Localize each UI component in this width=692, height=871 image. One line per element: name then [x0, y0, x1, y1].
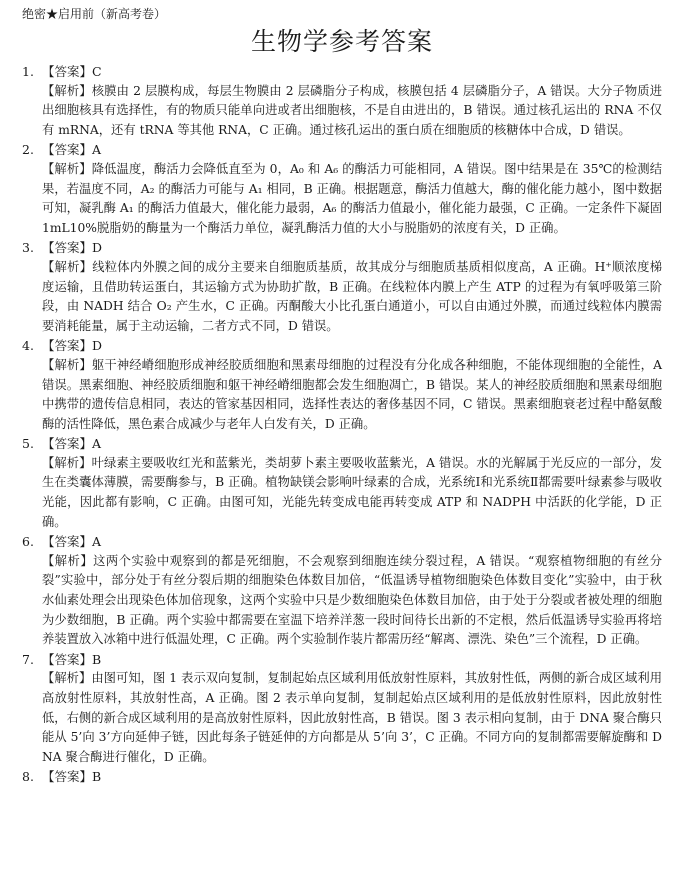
answer-item-4	[22, 336, 662, 434]
confidential-header: 绝密★启用前（新高考卷）	[22, 7, 167, 21]
item-number: 6.	[22, 534, 34, 550]
answer-item-5	[22, 434, 662, 532]
answer-label: 【答案】D	[42, 338, 103, 354]
answer-item-1	[22, 62, 662, 140]
item-number: 5.	[22, 436, 34, 452]
explanation-text: 【解析】叶绿素主要吸收红光和蓝紫光，类胡萝卜素主要吸收蓝紫光，A 错误。水的光解属于光反应的一部分，发生在类囊体薄膜，需要酶参与，B 正确。植物缺镁会影响叶绿素的合成，光系统Ⅰ和光系统Ⅱ都需要叶绿素参与吸收光能，因此都有影响，C 正确。由图可知，光能先转变成电能再转变成 ATP 和 NADPH 中活跃的化学能，D 正确。	[42, 455, 662, 529]
explanation-text: 【解析】这两个实验中观察到的都是死细胞，不会观察到细胞连续分裂过程，A 错误。“观察植物细胞的有丝分裂”实验中，部分处于有丝分裂后期的细胞染色体数目加倍，“低温诱导植物细胞染色体数目变化”实验中，由于秋水仙素处理会出现染色体加倍现象，这两个实验中只是少数细胞染色体数目加倍，由于处于分裂或者被处理的细胞为少数细胞，B 正确。两个实验中都需要在室温下培养洋葱一段时间待长出新的不定根，然后低温诱导实验再将培养装置放入冰箱中进行低温处理，C 正确。两个实验制作装片都需历经“解离、漂洗、染色”三个流程，D 正确。	[42, 553, 662, 647]
answer-label: 【答案】B	[42, 651, 102, 667]
explanation-text: 【解析】线粒体内外膜之间的成分主要来自细胞质基质，故其成分与细胞质基质相似度高，A 正确。H⁺顺浓度梯度运输，且借助转运蛋白，其运输方式为协助扩散，B 正确。在线粒体内膜上产生 ATP 的过程为有氧呼吸第三阶段，由 NADH 结合 O₂ 产生水，C 正确。丙酮酸大小比孔蛋白通道小，可以自由通过外膜，而通过线粒体内膜需要消耗能量，属于主动运输，二者方式不同，D 错误。	[42, 259, 662, 333]
page-title: 生物学参考答案	[250, 27, 433, 56]
item-number: 1.	[22, 64, 34, 79]
explanation-text: 【解析】降低温度，酶活力会降低直至为 0，A₀ 和 A₆ 的酶活力可能相同，A 错误。图中结果是在 35℃的检测结果，若温度不同，A₂ 的酶活力可能与 A₁ 相同，B 正确。根据题意，酶活力值越大，酶的催化能力越小，图中数据可知，凝乳酶 A₁ 的酶活力值最大，催化能力最弱，A₆ 的酶活力值最小，催化能力最强，C 正确。一定条件下凝固 1mL10%脱脂奶的酶量为一个酶活力单位，凝乳酶活力值的大小与脱脂奶的浓度有关，D 正确。	[42, 161, 662, 235]
item-number: 4.	[22, 338, 34, 354]
answer-label: 【答案】B	[42, 769, 102, 785]
answer-label: 【答案】A	[42, 534, 102, 550]
answer-item-7	[22, 650, 662, 768]
item-number: 8.	[22, 769, 34, 785]
answer-item-3	[22, 238, 662, 336]
explanation-text: 【解析】由图可知，图 1 表示双向复制，复制起始点区域利用低放射性原料，其放射性低，两侧的新合成区域利用高放射性原料，其放射性高，A 正确。图 2 表示单向复制，复制起始点区域利用的是低放射性原料，因此放射性低，右侧的新合成区域利用的是高放射性原料，因此放射性高，B 错误。图 3 表示相向复制，由于 DNA 聚合酶只能从 5’向 3’方向延伸子链，因此每条子链延伸的方向都是从 5’向 3’，C 正确。不同方向的复制都需要解旋酶和 DNA 聚合酶进行催化，D 正确。	[42, 671, 662, 764]
item-number: 3.	[22, 240, 34, 256]
answer-label: 【答案】D	[42, 240, 103, 256]
answer-item-6	[22, 532, 662, 650]
item-number: 7.	[22, 651, 34, 667]
item-number: 2.	[22, 142, 34, 158]
explanation-text: 【解析】躯干神经嵴细胞形成神经胶质细胞和黑素母细胞的过程没有分化成各种细胞，不能体现细胞的全能性，A 错误。黑素细胞、神经胶质细胞和躯干神经嵴细胞都会发生细胞凋亡，B 错误。某人的神经胶质细胞和黑素母细胞中携带的遗传信息相同，表达的管家基因相同，选择性表达的奢侈基因不同，C 错误。黑素细胞衰老过程中酪氨酸酶的活性降低，黑色素合成减少与老年人白发有关，D 正确。	[42, 357, 662, 431]
answer-item-8	[22, 767, 662, 787]
answer-label: 【答案】A	[42, 142, 102, 158]
explanation-text: 【解析】核膜由 2 层膜构成，每层生物膜由 2 层磷脂分子构成，核膜包括 4 层磷脂分子，A 错误。大分子物质进出细胞核具有选择性，有的物质只能单向进或者出细胞核，不是自由进出的，B 错误。通过核孔运出的 RNA 不仅有 mRNA，还有 tRNA 等其他 RNA，C 正确。通过核孔运出的蛋白质在细胞质的核糖体中合成，D 错误。	[42, 83, 662, 137]
answer-item-2	[22, 140, 662, 238]
answer-label: 【答案】A	[42, 436, 102, 452]
answer-label: 【答案】C	[42, 64, 102, 79]
